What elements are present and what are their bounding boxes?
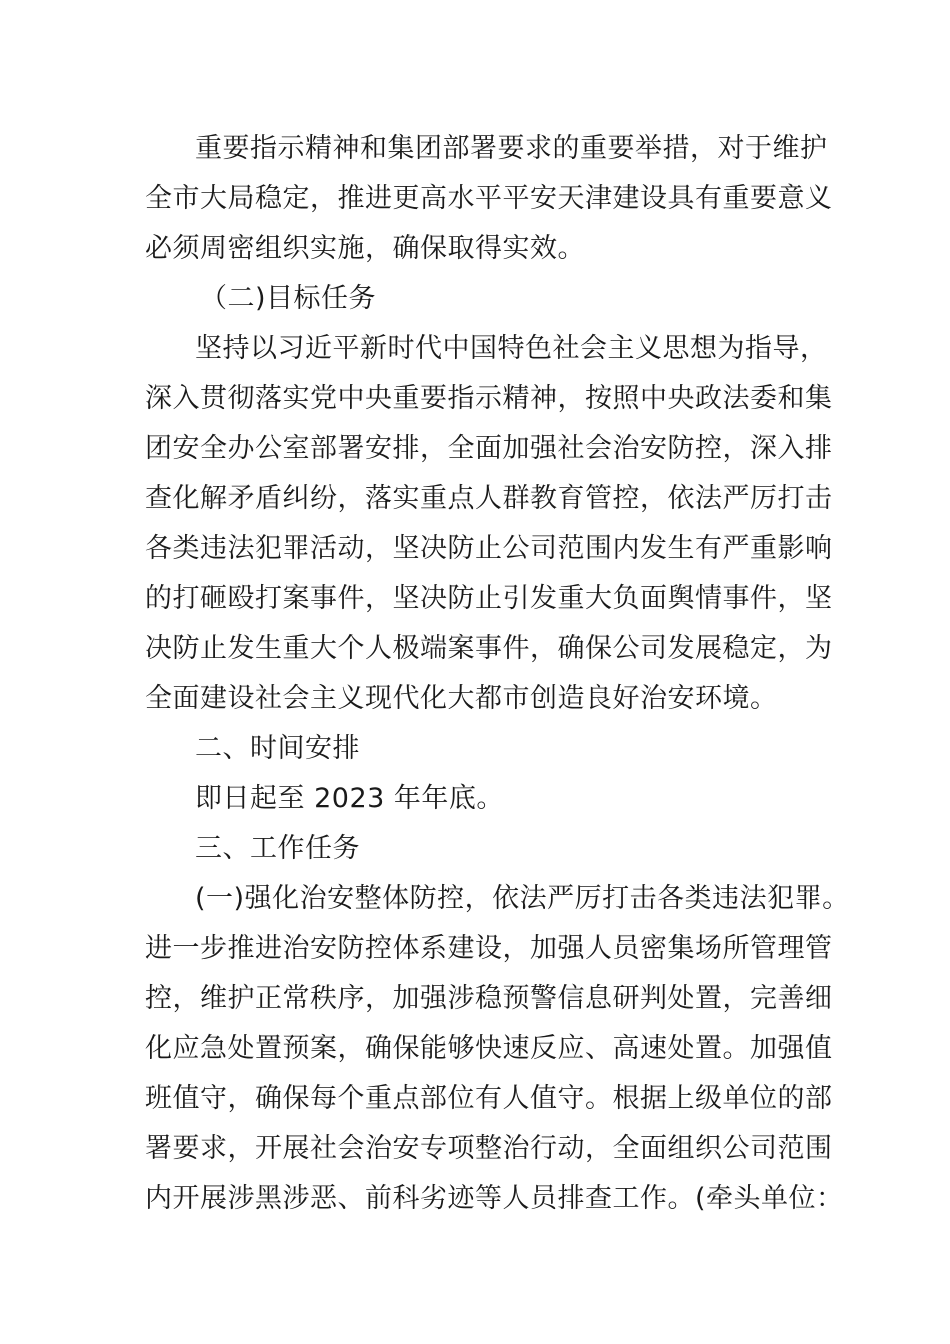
paragraph-line: 化应急处置预案，确保能够快速反应、高速处置。加强值 (145, 1033, 833, 1064)
paragraph-line: 控，维护正常秩序，加强涉稳预警信息研判处置，完善细 (145, 983, 833, 1014)
paragraph-line: 班值守，确保每个重点部位有人值守。根据上级单位的部 (145, 1083, 833, 1114)
paragraph-line: 查化解矛盾纠纷，落实重点人群教育管控，依法严厉打击 (145, 483, 833, 514)
paragraph-line: 全市大局稳定，推进更高水平平安天津建设具有重要意义 (145, 183, 833, 214)
paragraph-line: 进一步推进治安防控体系建设，加强人员密集场所管理管 (145, 933, 833, 964)
paragraph-line: 的打砸殴打案事件，坚决防止引发重大负面舆情事件，坚 (145, 583, 833, 614)
paragraph-line: 团安全办公室部署安排，全面加强社会治安防控，深入排 (145, 433, 833, 464)
paragraph-line: 决防止发生重大个人极端案事件，确保公司发展稳定，为 (145, 633, 833, 664)
section-heading: 三、工作任务 (195, 833, 360, 864)
section-heading: 二、时间安排 (195, 733, 360, 764)
paragraph-line: 署要求，开展社会治安专项整治行动，全面组织公司范围 (145, 1133, 833, 1164)
subsection-heading: (一)强化治安整体防控，依法严厉打击各类违法犯罪。 (195, 883, 850, 914)
paragraph-line: 内开展涉黑涉恶、前科劣迹等人员排查工作。(牵头单位： (145, 1183, 844, 1214)
paragraph-line: 即日起至 2023 年年底。 (195, 783, 504, 814)
paragraph-line: 坚持以习近平新时代中国特色社会主义思想为指导， (195, 333, 828, 364)
paragraph-line: 全面建设社会主义现代化大都市创造良好治安环境。 (145, 683, 778, 714)
paragraph-line: 必须周密组织实施，确保取得实效。 (145, 233, 585, 264)
section-heading: （二)目标任务 (200, 283, 377, 314)
paragraph-line: 重要指示精神和集团部署要求的重要举措，对于维护 (195, 133, 828, 164)
paragraph-line: 深入贯彻落实党中央重要指示精神，按照中央政法委和集 (145, 383, 833, 414)
paragraph-line: 各类违法犯罪活动，坚决防止公司范围内发生有严重影响 (145, 533, 833, 564)
